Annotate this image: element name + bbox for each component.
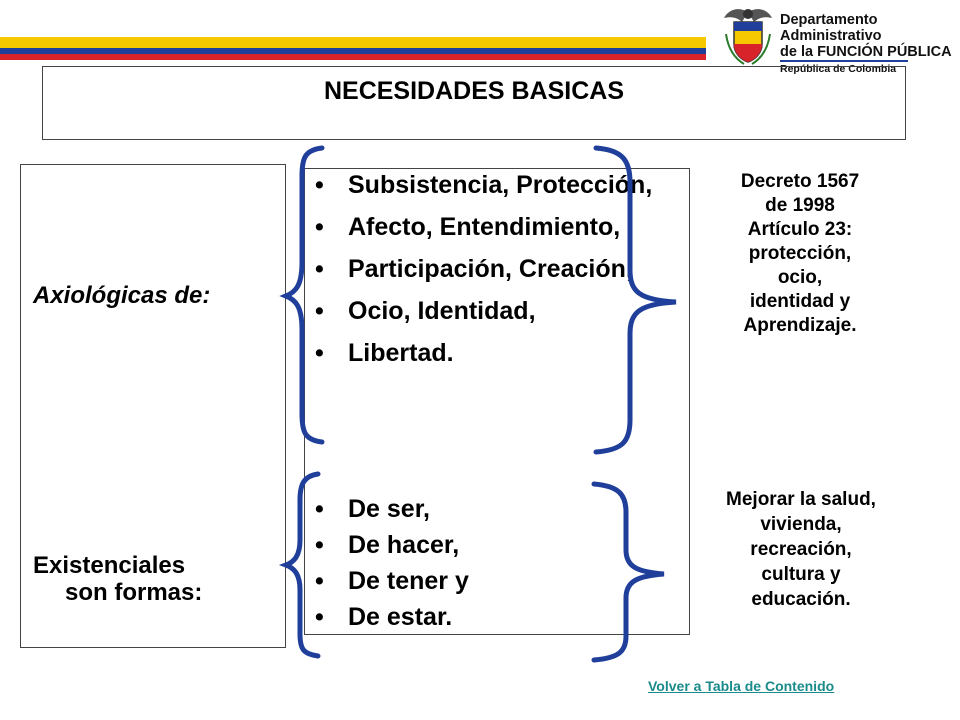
page-title: NECESIDADES BASICAS: [323, 77, 625, 105]
bullet: •: [315, 213, 324, 241]
mejorar-line: cultura y: [761, 564, 841, 585]
list-item-text: Afecto, Entendimiento,: [348, 213, 621, 241]
mejorar-line: vivienda,: [760, 514, 842, 535]
decreto-line: Aprendizaje.: [743, 315, 857, 336]
list-item-text: De estar.: [348, 603, 453, 631]
list-item-text: Libertad.: [348, 339, 454, 367]
logo-line-2: de la FUNCIÓN PÚBLICA: [780, 44, 952, 60]
bullet: •: [315, 339, 324, 367]
decreto-line: Decreto 1567: [740, 171, 860, 192]
bullet: •: [315, 297, 324, 325]
list-item-text: Subsistencia, Protección,: [348, 171, 653, 199]
mejorar-line: educación.: [751, 589, 851, 610]
bullet: •: [315, 495, 324, 523]
list-item-text: De hacer,: [348, 531, 460, 559]
axiologicas-label: Axiológicas de:: [33, 282, 211, 309]
mejorar-line: recreación,: [750, 539, 852, 560]
list-item-text: De ser,: [348, 495, 431, 523]
logo-line-1: Departamento Administrativo: [780, 12, 882, 44]
bullet: •: [315, 255, 324, 283]
existenciales-label: Existenciales: [33, 552, 186, 579]
existenciales-label-2: son formas:: [65, 579, 203, 606]
bullet: •: [315, 531, 324, 559]
decreto-line: ocio,: [777, 267, 823, 288]
decreto-text: [700, 170, 900, 338]
decreto-line: identidad y: [749, 291, 851, 312]
decreto-line: Artículo 23:: [747, 219, 853, 240]
list-item-text: Ocio, Identidad,: [348, 297, 536, 325]
back-to-contents-link[interactable]: Volver a Tabla de Contenido: [648, 678, 835, 694]
right-brace-top: [596, 148, 676, 452]
right-brace-bottom: [594, 484, 664, 660]
mejorar-text: [688, 487, 914, 612]
mejorar-line: Mejorar la salud,: [726, 489, 876, 510]
bullet: •: [315, 171, 324, 199]
bullet: •: [315, 603, 324, 631]
left-brace-bottom: [286, 474, 318, 656]
decreto-line: protección,: [748, 243, 852, 264]
decreto-line: de 1998: [765, 195, 835, 216]
logo-line-3: República de Colombia: [780, 63, 897, 75]
list-item-text: De tener y: [348, 567, 469, 595]
left-brace-top: [286, 148, 322, 442]
bullet: •: [315, 567, 324, 595]
list-item-text: Participación, Creación,: [348, 255, 633, 283]
